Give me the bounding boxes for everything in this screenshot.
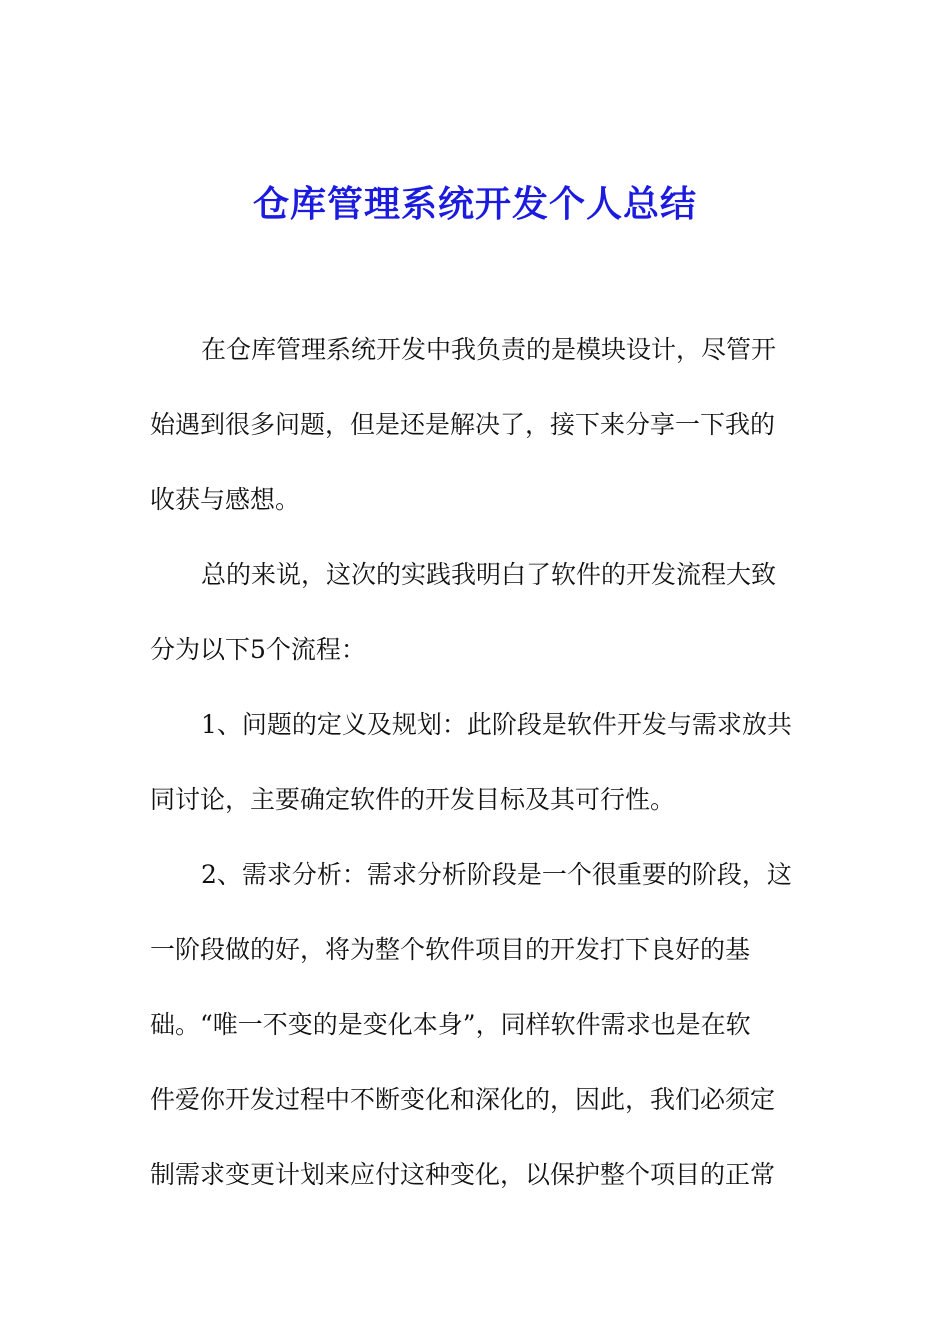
paragraph-4-line-3: 础。“唯一不变的是变化本身”，同样软件需求也是在软 bbox=[150, 1010, 751, 1039]
paragraph-3-line-1: 1、问题的定义及规划：此阶段是软件开发与需求放共 bbox=[201, 710, 792, 739]
paragraph-2-line-2: 分为以下5个流程： bbox=[150, 635, 366, 664]
paragraph-4-line-5: 制需求变更计划来应付这种变化，以保护整个项目的正常 bbox=[150, 1160, 776, 1189]
paragraph-4-line-2: 一阶段做的好，将为整个软件项目的开发打下良好的基 bbox=[150, 935, 751, 964]
paragraph-1-line-1: 在仓库管理系统开发中我负责的是模块设计，尽管开 bbox=[201, 335, 777, 364]
paragraph-4-line-4: 件爱你开发过程中不断变化和深化的，因此，我们必须定 bbox=[150, 1085, 776, 1114]
paragraph-4-line-1: 2、需求分析：需求分析阶段是一个很重要的阶段，这 bbox=[201, 860, 792, 889]
paragraph-1-line-3: 收获与感想。 bbox=[150, 485, 301, 514]
document-title: 仓库管理系统开发个人总结 bbox=[252, 183, 697, 225]
paragraph-1-line-2: 始遇到很多问题，但是还是解决了，接下来分享一下我的 bbox=[150, 410, 776, 439]
paragraph-3-line-2: 同讨论，主要确定软件的开发目标及其可行性。 bbox=[150, 785, 676, 814]
paragraph-2-line-1: 总的来说，这次的实践我明白了软件的开发流程大致 bbox=[201, 560, 777, 589]
